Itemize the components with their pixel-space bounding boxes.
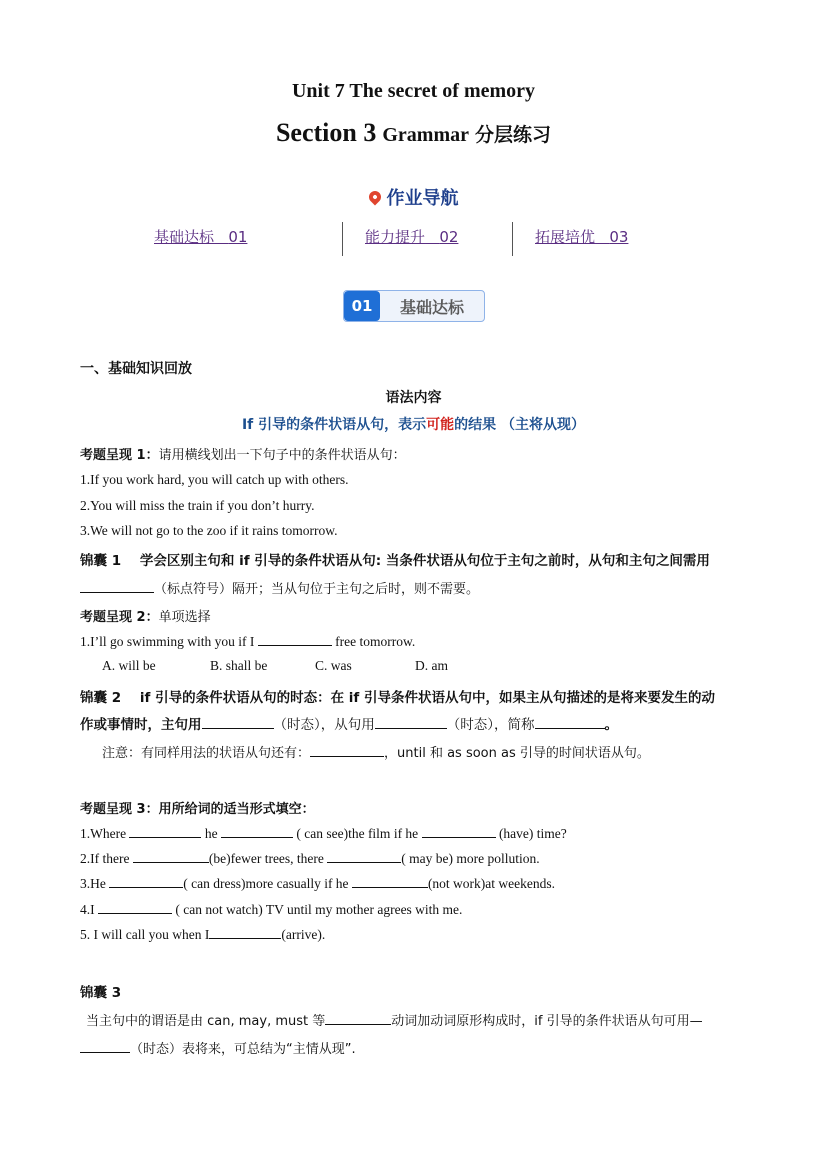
- answer-blank[interactable]: [310, 744, 384, 757]
- part-heading: 一、基础知识回放: [80, 361, 192, 377]
- question-3-item: 2.If there (be)fewer trees, there ( may be) more pollution.: [80, 851, 540, 866]
- nav-divider: [342, 222, 343, 256]
- section-suffix: 分层练习: [475, 124, 552, 146]
- question-3-item: 1.Where he ( can see)the film if he (have) time?: [80, 826, 567, 841]
- answer-blank[interactable]: [535, 716, 605, 729]
- grammar-subtitle: If 引导的条件状语从句，表示可能的结果 （主将从现）: [241, 417, 586, 433]
- section-title: [0, 118, 827, 148]
- answer-blank[interactable]: [352, 875, 428, 888]
- nav-divider: [512, 222, 513, 256]
- question-3-item: 4.I ( can not watch) TV until my mother agrees with me.: [80, 902, 463, 917]
- question-1-item: 1.If you work hard, you will catch up with others.: [80, 472, 349, 487]
- answer-blank[interactable]: [258, 633, 332, 646]
- answer-blank[interactable]: [80, 580, 154, 593]
- answer-blank[interactable]: [109, 875, 183, 888]
- option-a[interactable]: A. will be: [102, 658, 156, 673]
- answer-blank[interactable]: [422, 825, 496, 838]
- answer-blank[interactable]: [98, 901, 172, 914]
- nav-link-ability[interactable]: 能力提升 02: [365, 228, 459, 246]
- answer-blank[interactable]: [221, 825, 293, 838]
- answer-blank[interactable]: [129, 825, 201, 838]
- question-2-item: 1.I’ll go swimming with you if I free tomorrow.: [80, 634, 416, 649]
- option-c[interactable]: C. was: [315, 658, 352, 673]
- tip-1-cont: （标点符号）隔开；当从句位于主句之后时，则不需要。: [80, 578, 479, 597]
- tip-2-cont: 作或事情时，主句用 （时态），从句用 （时态），简称 。: [80, 717, 618, 733]
- answer-blank[interactable]: [325, 1012, 391, 1025]
- question-3-item: 3.He ( can dress)more casually if he (not work)at weekends.: [80, 876, 556, 891]
- question-1-prompt: 考题呈现 1：请用横线划出一下句子中的条件状语从句：: [80, 448, 406, 463]
- tip-1: 锦囊 1 学会区别主句和 if 引导的条件状语从句: 当条件状语从句位于主句之前时，从句和主句之间需用: [80, 553, 710, 569]
- tip-3-label: 锦囊 3: [80, 985, 122, 1001]
- nav-link-basic[interactable]: 基础达标 01: [154, 228, 248, 246]
- location-pin-icon: [366, 189, 383, 206]
- question-1-item: 2.You will miss the train if you don’t hurry.: [80, 498, 315, 513]
- nav-link-extension[interactable]: 拓展培优 03: [535, 228, 629, 246]
- grammar-title: 语法内容: [385, 390, 442, 406]
- question-2-prompt: 考题呈现 2：单项选择: [80, 610, 211, 625]
- unit-title: Unit 7 The secret of memory: [291, 80, 536, 102]
- section-badge: [343, 290, 485, 322]
- tip-3-cont: （时态）表将来，可总结为“主情从现”.: [80, 1038, 356, 1057]
- option-b[interactable]: B. shall be: [210, 658, 268, 673]
- answer-blank[interactable]: [209, 926, 281, 939]
- badge-label: 基础达标: [399, 297, 464, 317]
- question-1-item: 3.We will not go to the zoo if it rains tomorrow.: [80, 523, 338, 538]
- tip-2: 锦囊 2 if 引导的条件状语从句的时态：在 if 引导条件状语从句中，如果主从句描述的是将来要发生的动: [80, 690, 716, 706]
- tip-2-note: 注意：有同样用法的状语从句还有： ，until 和 as soon as 引导的时间状语从句。: [102, 746, 650, 761]
- answer-blank[interactable]: [327, 850, 401, 863]
- answer-blank[interactable]: [375, 716, 447, 729]
- section-number: Section 3: [275, 118, 377, 147]
- question-3-item: 5. I will call you when I (arrive).: [80, 927, 326, 942]
- question-3-prompt: 考题呈现 3：用所给词的适当形式填空：: [80, 802, 315, 817]
- answer-blank[interactable]: [80, 1040, 130, 1053]
- answer-blank[interactable]: [133, 850, 209, 863]
- tip-3: 当主句中的谓语是由 can, may, must 等 动词加动词原形构成时，if 引导的条件状语从句可用—: [86, 1014, 703, 1029]
- section-topic: Grammar: [382, 124, 469, 146]
- answer-blank[interactable]: [202, 716, 274, 729]
- homework-nav-title: 作业导航: [0, 184, 827, 210]
- badge-number: 01: [344, 291, 380, 321]
- option-d[interactable]: D. am: [415, 658, 448, 673]
